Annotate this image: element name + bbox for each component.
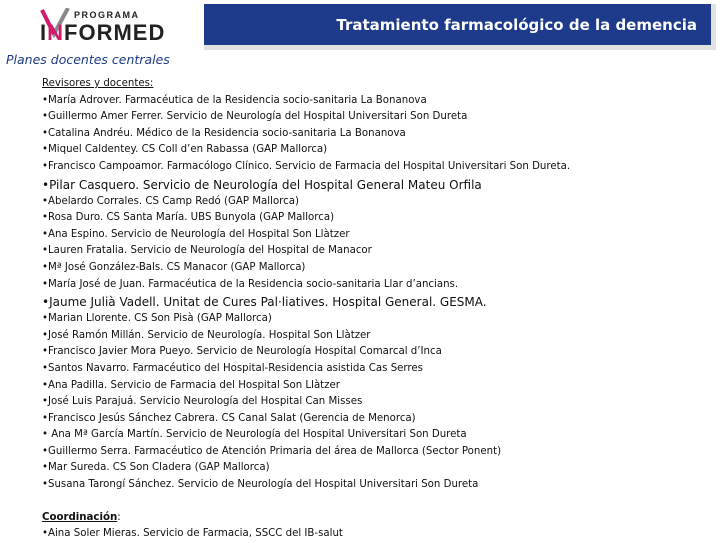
reviewer-item: •Francisco Javier Mora Pueyo. Servicio de Neurología Hospital Comarcal d’Inca — [42, 346, 442, 358]
reviewers-heading: Revisores y docentes: — [42, 78, 154, 89]
reviewer-item: •Francisco Jesús Sánchez Cabrera. CS Canal Salat (Gerencia de Menorca) — [42, 412, 416, 424]
reviewer-item: •Susana Tarongí Sánchez. Servicio de Neurología del Hospital Universitari Son Dureta — [42, 479, 479, 491]
coordination-heading-row — [42, 510, 712, 527]
logo-programa-text: PROGRAMA — [74, 10, 140, 20]
reviewer-item: •Abelardo Corrales. CS Camp Redó (GAP Mallorca) — [42, 195, 299, 207]
document-body — [42, 76, 712, 543]
reviewer-item: •María José de Juan. Farmacéutica de la Residencia socio-sanitaria Llar d’ancians. — [42, 278, 459, 290]
reviewer-item: •Ana Espino. Servicio de Neurología del Hospital Son Llàtzer — [42, 228, 350, 240]
reviewer-item: •Pilar Casquero. Servicio de Neurología del Hospital General Mateu Orfila — [42, 177, 482, 192]
reviewer-item: •Mar Sureda. CS Son Cladera (GAP Mallorca) — [42, 462, 270, 474]
reviewer-item: •Jaume Julià Vadell. Unitat de Cures Pal·liatives. Hospital General. GESMA. — [42, 295, 487, 310]
reviewer-item: •Santos Navarro. Farmacéutico del Hospital-Residencia asistida Cas Serres — [42, 362, 423, 374]
coordination-heading: Coordinación — [42, 511, 118, 523]
reviewer-item: •José Ramón Millán. Servicio de Neurología. Hospital Son Llàtzer — [42, 329, 371, 341]
title-banner — [204, 4, 716, 50]
logo-informed-text: INFORMED — [40, 20, 166, 45]
reviewer-item: •Ana Padilla. Servicio de Farmacia del Hospital Son Llàtzer — [42, 379, 340, 391]
page-title: Tratamiento farmacológico de la demencia — [336, 16, 697, 34]
subtitle: Planes docentes centrales — [6, 52, 170, 67]
reviewer-item: •Francisco Campoamor. Farmacólogo Clínico. Servicio de Farmacia del Hospital Universitari Son Dureta. — [42, 160, 571, 172]
reviewer-item: •Guillermo Amer Ferrer. Servicio de Neurología del Hospital Universitari Son Dureta — [42, 111, 468, 123]
section-gap — [42, 494, 712, 510]
reviewer-item: •Marian Llorente. CS Son Pisà (GAP Mallorca) — [42, 313, 272, 325]
reviewer-item: •Catalina Andréu. Médico de la Residencia socio-sanitaria La Bonanova — [42, 127, 406, 139]
reviewer-item: •María Adrover. Farmacéutica de la Residencia socio-sanitaria La Bonanova — [42, 94, 427, 106]
reviewer-item: •Rosa Duro. CS Santa María. UBS Bunyola (GAP Mallorca) — [42, 212, 335, 224]
coordination-colon: : — [117, 511, 121, 523]
reviewer-item: •Lauren Fratalia. Servicio de Neurología del Hospital de Manacor — [42, 245, 372, 257]
reviewer-item: •José Luis Parajuá. Servicio Neurología del Hospital Can Misses — [42, 396, 363, 408]
coordination-item: •Aina Soler Mieras. Servicio de Farmacia, SSCC del IB-salut — [42, 528, 343, 540]
reviewer-item: •Miquel Caldentey. CS Coll d’en Rabassa (GAP Mallorca) — [42, 144, 328, 156]
reviewer-item: • Ana Mª García Martín. Servicio de Neurología del Hospital Universitari Son Dureta — [42, 429, 467, 441]
reviewer-item: •Mª José González-Bals. CS Manacor (GAP Mallorca) — [42, 261, 306, 273]
reviewer-item: •Guillermo Serra. Farmacéutico de Atención Primaria del área de Mallorca (Sector Ponent) — [42, 445, 502, 457]
informed-logo — [40, 8, 170, 46]
